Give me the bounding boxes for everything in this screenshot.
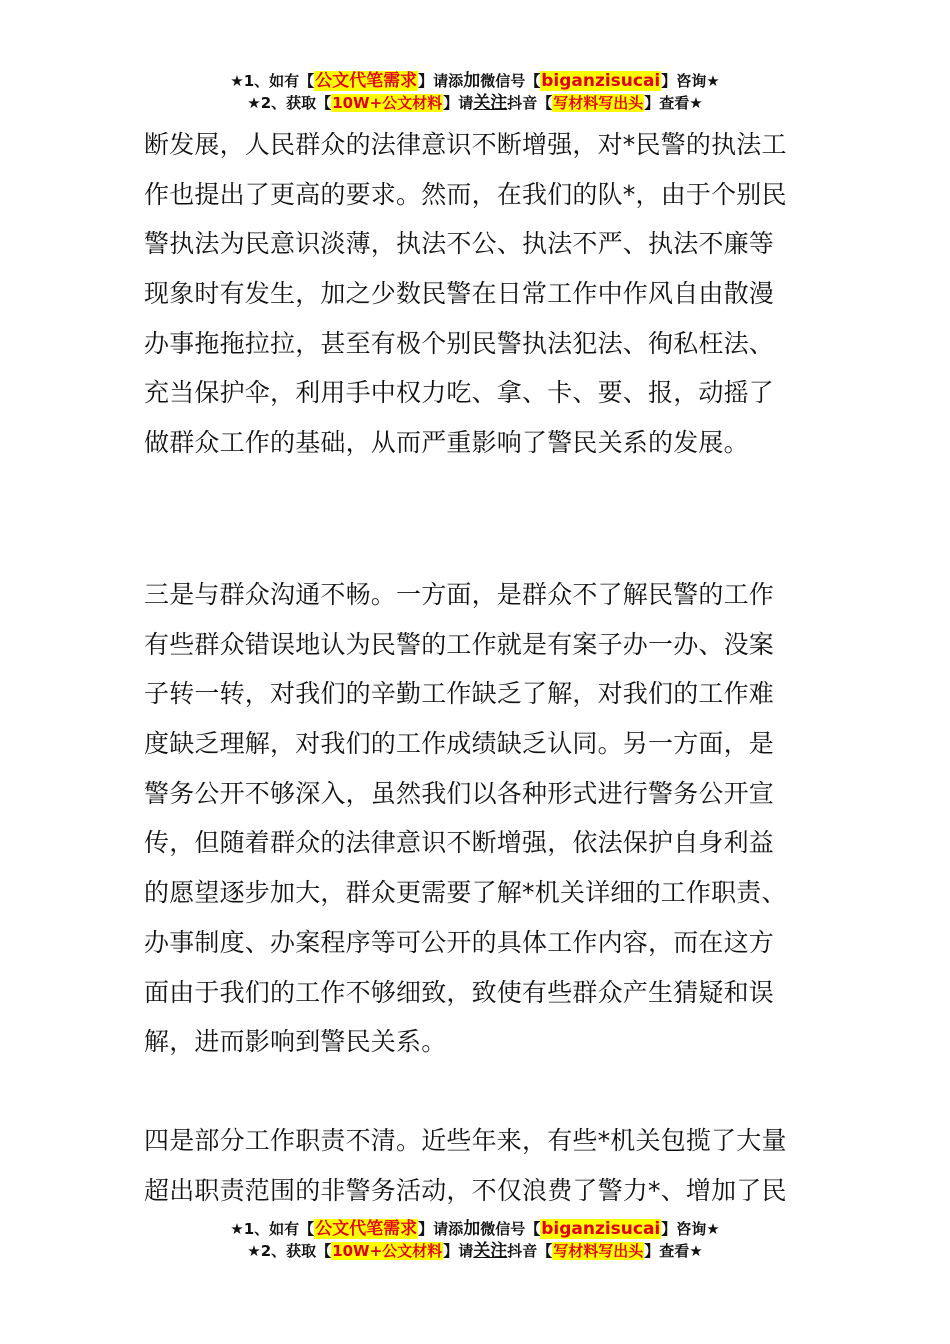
text-line: 面由于我们的工作不够细致，致使有些群众产生猜疑和误 — [144, 977, 775, 1007]
banner-text: 】查看★ — [644, 1242, 703, 1260]
text-line: 办事拖拖拉拉，甚至有极个别民警执法犯法、徇私枉法、 — [144, 328, 775, 358]
text-line: 有些群众错误地认为民警的工作就是有案子办一办、没案 — [144, 629, 775, 659]
banner-text: 】查看★ — [644, 94, 703, 112]
banner-text: ★1、如有【 — [230, 1220, 315, 1238]
text-line: 警执法为民意识淡薄，执法不公、执法不严、执法不廉等 — [144, 229, 775, 259]
banner-text: 】请 — [443, 94, 474, 112]
highlight-service: 公文代笔需求 — [315, 71, 418, 91]
text-line: 断发展，人民群众的法律意识不断增强，对*民警的执法工 — [144, 130, 787, 159]
text-line: 办事制度、办案程序等可公开的具体工作内容，而在这方 — [144, 927, 775, 957]
highlight-douyin: 写材料写出头 — [553, 1242, 644, 1260]
highlight-service: 公文代笔需求 — [315, 1219, 418, 1239]
text-line: 度缺乏理解，对我们的工作成绩缺乏认同。另一方面，是 — [144, 729, 775, 759]
paragraph-3 — [144, 1116, 810, 1215]
banner-text: 关注 — [473, 93, 508, 113]
banner-text: 】咨询★ — [661, 72, 720, 90]
text-line: 超出职责范围的非警务活动，不仅浪费了警力*、增加了民 — [144, 1175, 787, 1205]
banner-text: ★2、获取【 — [247, 94, 332, 112]
banner-text: 微信号【 — [480, 72, 541, 90]
header-banner — [0, 70, 950, 114]
footer-banner — [0, 1218, 950, 1262]
banner-text: 关注 — [473, 1241, 508, 1261]
banner-line-2 — [0, 92, 950, 114]
banner-text: 加 — [463, 71, 481, 91]
paragraph-1 — [144, 120, 810, 468]
banner-text: 加 — [463, 1219, 481, 1239]
text-line: 现象时有发生，加之少数民警在日常工作中作风自由散漫 — [144, 279, 775, 309]
text-line: 子转一转，对我们的辛勤工作缺乏了解，对我们的工作难 — [144, 679, 775, 709]
banner-text: ★1、如有【 — [230, 72, 315, 90]
banner-text: 抖音【 — [507, 94, 553, 112]
banner-line-1 — [0, 70, 950, 92]
highlight-materials: 10W+公文材料 — [332, 94, 443, 112]
highlight-materials: 10W+公文材料 — [332, 1242, 443, 1260]
banner-text: 抖音【 — [507, 1242, 553, 1260]
text-line: 充当保护伞，利用手中权力吃、拿、卡、要、报，动摇了 — [144, 378, 775, 408]
banner-text: 】请添 — [418, 72, 464, 90]
banner-text: ★2、获取【 — [247, 1242, 332, 1260]
text-line: 三是与群众沟通不畅。一方面，是群众不了解民警的工作 — [144, 580, 775, 609]
paragraph-2 — [144, 570, 810, 1067]
text-line: 四是部分工作职责不清。近些年来，有些*机关包揽了大量 — [144, 1126, 787, 1155]
banner-line-1 — [0, 1218, 950, 1240]
text-line: 的愿望逐步加大，群众更需要了解*机关详细的工作职责、 — [144, 878, 787, 908]
banner-text: 】请 — [443, 1242, 474, 1260]
banner-text: 】咨询★ — [661, 1220, 720, 1238]
banner-line-2 — [0, 1240, 950, 1262]
highlight-wechat-id: biganzisucai — [541, 1219, 661, 1239]
highlight-wechat-id: biganzisucai — [541, 71, 661, 91]
text-line: 解，进而影响到警民关系。 — [144, 1027, 447, 1057]
highlight-douyin: 写材料写出头 — [553, 94, 644, 112]
text-line: 警务公开不够深入，虽然我们以各种形式进行警务公开宣 — [144, 778, 775, 808]
text-line: 传，但随着群众的法律意识不断增强，依法保护自身利益 — [144, 828, 775, 858]
banner-text: 】请添 — [418, 1220, 464, 1238]
text-line: 做群众工作的基础，从而严重影响了警民关系的发展。 — [144, 428, 749, 458]
text-line: 作也提出了更高的要求。然而，在我们的队*，由于个别民 — [144, 179, 787, 209]
banner-text: 微信号【 — [480, 1220, 541, 1238]
